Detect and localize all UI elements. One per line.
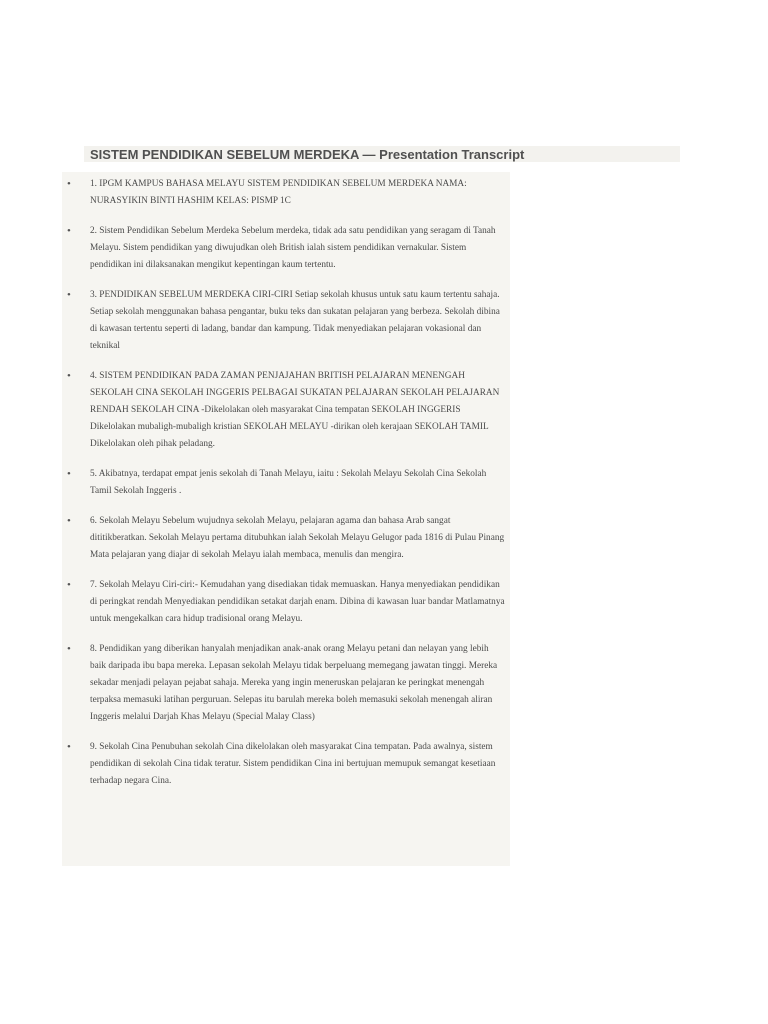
bullet-icon: •: [67, 579, 71, 591]
list-item: [62, 466, 510, 500]
bullet-icon: •: [67, 515, 71, 527]
slide-text: 5. Akibatnya, terdapat empat jenis sekolah di Tanah Melayu, iaitu : Sekolah Melayu Sekolah Cina Sekolah Tamil Sekolah Inggeris .: [90, 469, 487, 496]
slide-text: 6. Sekolah Melayu Sebelum wujudnya sekolah Melayu, pelajaran agama dan bahasa Arab sangat dititikberatkan. Sekolah Melayu pertama ditubuhkan ialah Sekolah Melayu Gelugor pada 1816 di Pulau Pinang Mata pelajaran yang diajar di sekolah Melayu ialah membaca, menulis dan mengira.: [90, 516, 505, 560]
bullet-icon: •: [67, 225, 71, 237]
list-item: [62, 641, 510, 726]
list-item: [62, 287, 510, 355]
slide-text: 1. IPGM KAMPUS BAHASA MELAYU SISTEM PENDIDIKAN SEBELUM MERDEKA NAMA: NURASYIKIN BINTI HASHIM KELAS: PISMP 1C: [90, 179, 467, 206]
bullet-icon: •: [67, 370, 71, 382]
bullet-icon: •: [67, 178, 71, 190]
bullet-icon: •: [67, 741, 71, 753]
slide-text: 9. Sekolah Cina Penubuhan sekolah Cina dikelolakan oleh masyarakat Cina tempatan. Pada awalnya, sistem pendidikan di sekolah Cina tidak teratur. Sistem pendidikan Cina ini bertujuan memupuk semangat kesetiaan terhadap negara Cina.: [90, 742, 496, 786]
bullet-icon: •: [67, 289, 71, 301]
page-title: SISTEM PENDIDIKAN SEBELUM MERDEKA — Presentation Transcript: [90, 147, 525, 162]
slide-list: [62, 176, 510, 803]
slide-text: 8. Pendidikan yang diberikan hanyalah menjadikan anak-anak orang Melayu petani dan nelayan yang lebih baik daripada ibu bapa mereka. Lepasan sekolah Melayu tidak berpeluang memegang jawatan tinggi. Mereka sekadar menjadi pelayan pejabat sahaja. Mereka yang ingin meneruskan pelajaran ke peringkat menengah terpaksa memasuki latihan perguruan. Selepas itu barulah mereka boleh memasuki sekolah menengah aliran Inggeris melalui Darjah Khas Melayu (Special Malay Class): [90, 644, 498, 722]
list-item: [62, 577, 510, 628]
slide-text: 2. Sistem Pendidikan Sebelum Merdeka Sebelum merdeka, tidak ada satu pendidikan yang seragam di Tanah Melayu. Sistem pendidikan yang diwujudkan oleh British ialah sistem pendidikan vernakular. Sistem pendidikan ini dilaksanakan mengikut kepentingan kaum tertentu.: [90, 226, 496, 270]
slide-text: 4. SISTEM PENDIDIKAN PADA ZAMAN PENJAJAHAN BRITISH PELAJARAN MENENGAH SEKOLAH CINA SEKOLAH INGGERIS PELBAGAI SUKATAN PELAJARAN SEKOLAH PELAJARAN RENDAH SEKOLAH CINA -Dikelolakan oleh masyarakat Cina tempatan SEKOLAH INGGERIS Dikelolakan mubaligh-mubaligh kristian SEKOLAH MELAYU -dirikan oleh kerajaan SEKOLAH TAMIL Dikelolakan oleh pihak peladang.: [90, 371, 500, 449]
slide-text: 3. PENDIDIKAN SEBELUM MERDEKA CIRI-CIRI Setiap sekolah khusus untuk satu kaum tertentu sahaja. Setiap sekolah menggunakan bahasa pengantar, buku teks dan sukatan pelajaran yang berbeza. Sekolah dibina di kawasan tertentu seperti di ladang, bandar dan kampung. Tidak menyediakan pelajaran vokasional dan teknikal: [90, 290, 500, 351]
list-item: [62, 739, 510, 790]
bullet-icon: •: [67, 468, 71, 480]
bullet-icon: •: [67, 643, 71, 655]
list-item: [62, 223, 510, 274]
list-item: [62, 176, 510, 210]
list-item: [62, 513, 510, 564]
list-item: [62, 368, 510, 453]
slide-text: 7. Sekolah Melayu Ciri-ciri:- Kemudahan yang disediakan tidak memuaskan. Hanya menyediakan pendidikan di peringkat rendah Menyediakan pendidikan setakat darjah enam. Dibina di kawasan luar bandar Matlamatnya untuk mengekalkan cara hidup tradisional orang Melayu.: [90, 580, 505, 624]
